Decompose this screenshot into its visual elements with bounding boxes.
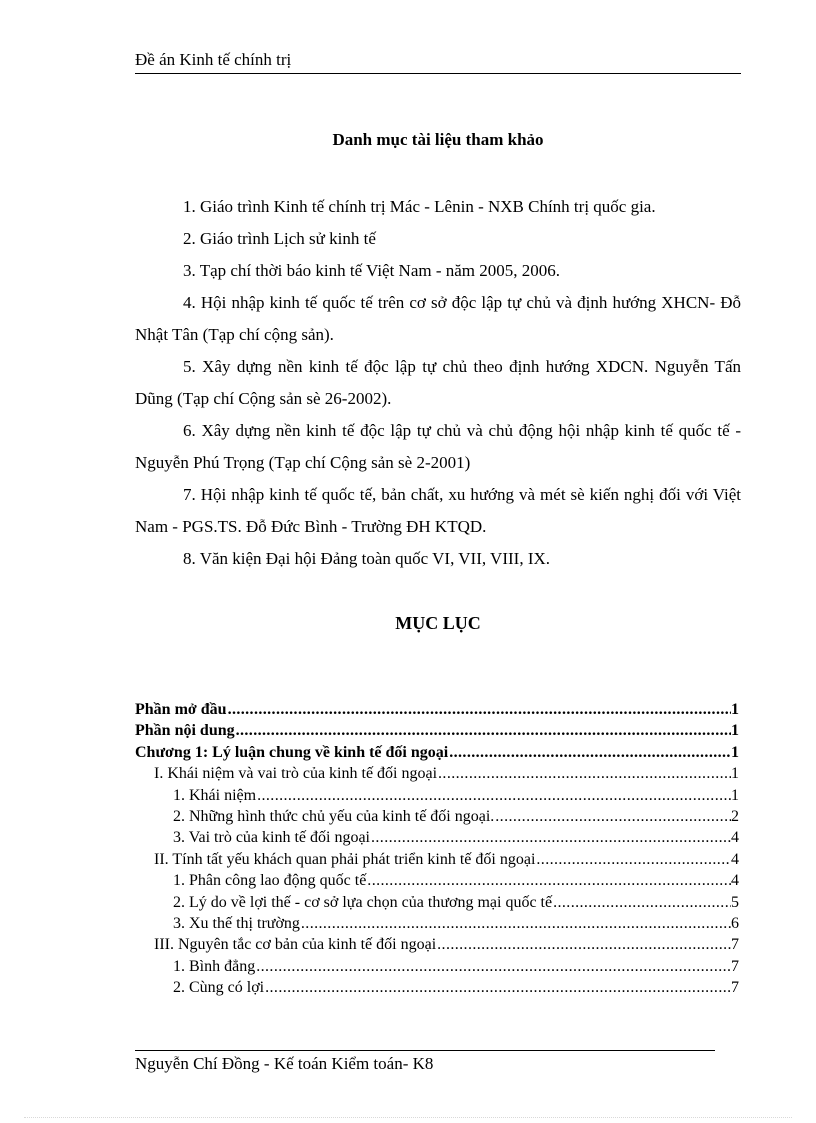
reference-item: 1. Giáo trình Kinh tế chính trị Mác - Lênin - NXB Chính trị quốc gia. [183,197,656,216]
toc-entry[interactable] [135,763,739,784]
toc-entry-label: II. Tính tất yếu khách quan phải phát triển kinh tế đối ngoại [154,850,536,868]
toc-entry-page: 4 [731,872,739,890]
toc-entry[interactable] [135,870,739,891]
reference-item: 4. Hội nhập kinh tế quốc tế trên cơ sở độc lập tự chủ và định hướng XHCN- Đỗ Nhật Tân (Tạp chí cộng sản). [135,293,741,344]
reference-item: 8. Văn kiện Đại hội Đảng toàn quốc VI, VII, VIII, IX. [183,549,551,568]
toc-entry[interactable] [135,956,739,977]
page-edge [24,1117,792,1118]
toc-entry[interactable] [135,892,739,913]
toc-entry-page: 7 [731,957,739,975]
toc-entry-label: 1. Phân công lao động quốc tế [173,872,367,890]
toc-leader-dots [552,892,731,913]
references-title: Danh mục tài liệu tham khảo [332,130,544,149]
toc-leader-dots [436,934,731,955]
toc-entry-page: 1 [731,722,739,740]
toc-entry[interactable] [135,742,739,763]
toc-entry-page: 4 [731,850,739,868]
toc-entry-label: Phần nội dung [135,722,235,740]
toc-leader-dots [264,977,731,998]
page-header [135,50,741,74]
toc-leader-dots [437,763,731,784]
toc-entry-label: 2. Lý do về lợi thế - cơ sở lựa chọn của thương mại quốc tế [173,893,553,911]
table-of-contents [135,699,739,999]
toc-entry[interactable] [135,934,739,955]
reference-item: 3. Tạp chí thời báo kinh tế Việt Nam - năm 2005, 2006. [183,261,561,280]
toc-entry-label: III. Nguyên tắc cơ bản của kinh tế đối ngoại [154,936,437,954]
page-footer: Nguyễn Chí Đồng - Kế toán Kiểm toán- K8 [135,1054,434,1073]
toc-entry-page: 6 [731,915,739,933]
toc-entry-page: 1 [731,701,739,718]
toc-leader-dots [235,720,731,741]
toc-entry-label: I. Khái niệm và vai trò của kinh tế đối ngoại [154,765,438,783]
toc-entry-label: 1. Khái niệm [173,786,257,804]
toc-entry-page: 1 [731,786,739,804]
toc-entry[interactable] [135,913,739,934]
toc-entry-label: 3. Vai trò của kinh tế đối ngoại [173,829,370,847]
toc-leader-dots [256,785,731,806]
toc-entry-label: Phần mở đầu [135,701,227,718]
toc-entry-page: 1 [731,743,739,761]
toc-leader-dots [448,742,731,763]
references-list [135,191,741,575]
toc-entry[interactable] [135,720,739,741]
toc-leader-dots [366,870,731,891]
reference-item: 7. Hội nhập kinh tế quốc tế, bản chất, xu hướng và mét sè kiến nghị đối với Việt Nam - PGS.TS. Đỗ Đức Bình - Trường ĐH KTQD. [135,485,741,536]
toc-entry[interactable] [135,827,739,848]
toc-entry-label: Chương 1: Lý luận chung về kinh tế đối ngoại [135,743,449,761]
toc-entry[interactable] [135,699,739,720]
toc-entry-page: 2 [731,808,739,826]
toc-leader-dots [300,913,731,934]
toc-leader-dots [494,806,731,827]
reference-item: 5. Xây dựng nền kinh tế độc lập tự chủ theo định hướng XDCN. Nguyễn Tấn Dũng (Tạp chí Cộng sản sè 26-2002). [135,357,741,408]
toc-entry[interactable] [135,806,739,827]
toc-entry-label: 1. Bình đẳng [173,957,256,975]
toc-leader-dots [370,827,731,848]
toc-entry-label: 2. Cùng có lợi [173,979,265,997]
header-title: Đề án Kinh tế chính trị [135,50,292,69]
toc-entry-page: 7 [731,936,739,954]
toc-entry-page: 4 [731,829,739,847]
toc-leader-dots [535,849,731,870]
toc-entry-page: 7 [731,979,739,997]
toc-entry[interactable] [135,849,739,870]
toc-entry-page: 5 [731,893,739,911]
toc-title: MỤC LỤC [395,613,481,633]
toc-leader-dots [227,699,731,720]
toc-entry-label: 2. Những hình thức chủ yếu của kinh tế đối ngoại. [173,808,495,826]
footer-rule [135,1050,715,1051]
toc-leader-dots [255,956,731,977]
toc-entry[interactable] [135,977,739,998]
reference-item: 6. Xây dựng nền kinh tế độc lập tự chủ và chủ động hội nhập kinh tế quốc tế - Nguyễn Phú Trọng (Tạp chí Cộng sản sè 2-2001) [135,421,741,472]
toc-entry-label: 3. Xu thế thị trường [173,915,300,933]
toc-entry-page: 1 [731,765,739,783]
toc-entry[interactable] [135,785,739,806]
reference-item: 2. Giáo trình Lịch sử kinh tế [183,229,376,248]
